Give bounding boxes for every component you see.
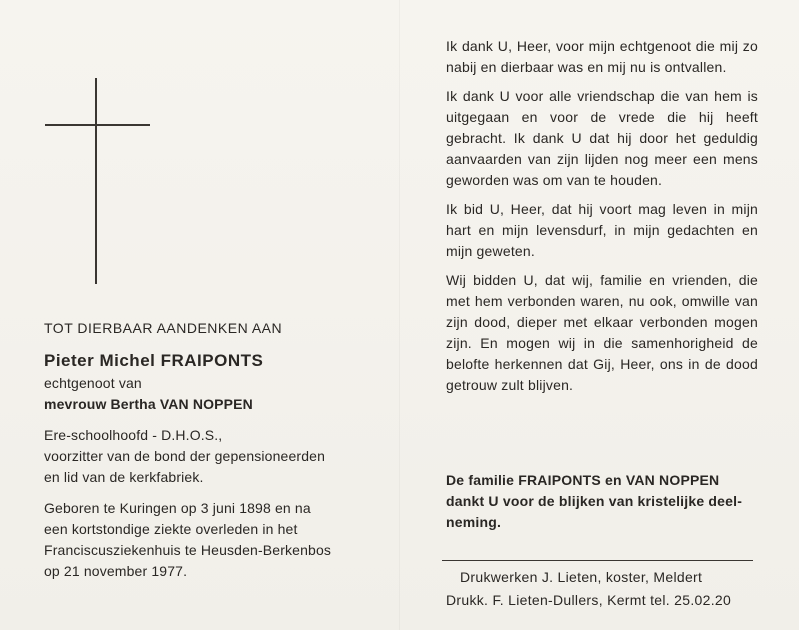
- left-panel: [44, 318, 384, 582]
- prayer-paragraph: Wij bidden U, dat wij, familie en vrienden, die met hem verbonden waren, nu ook, omwille van zijn dood, dieper met elkaar verbonden mogen zijn. En mogen wij in die samenhorigheid de belofte herkennen dat Gij, Heer, ons in de dood getrouw zult blijven.: [446, 272, 758, 393]
- prayer-text: [446, 36, 758, 396]
- spouse-name: mevrouw Bertha VAN NOPPEN: [44, 396, 253, 412]
- prayer-paragraph: Ik bid U, Heer, dat hij voort mag leven in mijn hart en mijn levensdurf, in mijn gedachten en mijn geweten.: [446, 201, 758, 259]
- deceased-name: Pieter Michel FRAIPONTS: [44, 351, 264, 370]
- prayer-paragraph: Ik dank U voor alle vriendschap die van hem is uitgegaan en voor de vrede die hij heeft gebracht. Ik dank U dat hij door het geduldig aanvaarden van zijn lijden nog meer een mens geworden was om van te houden.: [446, 88, 758, 188]
- divider: [442, 560, 753, 561]
- cross-vertical-bar: [95, 78, 97, 284]
- prayer-paragraph: Ik dank U, Heer, voor mijn echtgenoot die mij zo nabij en dierbaar was en mij nu is ontvallen.: [446, 38, 758, 75]
- bio-line: een kortstondige ziekte overleden in het: [44, 521, 298, 537]
- bio-line: Franciscusziekenhuis te Heusden-Berkenbos: [44, 542, 332, 558]
- spouse-prefix: echtgenoot van: [44, 375, 142, 391]
- cross-horizontal-bar: [45, 124, 150, 126]
- bio-line: op 21 november 1977.: [44, 563, 188, 579]
- role-line: voorzitter van de bond der gepensioneerden: [44, 448, 326, 464]
- bio-line: Geboren te Kuringen op 3 juni 1898 en na: [44, 500, 311, 516]
- memorial-heading: TOT DIERBAAR AANDENKEN AAN: [44, 320, 283, 336]
- family-thanks: [446, 470, 758, 533]
- printer-credits: [446, 566, 758, 612]
- family-line: neming.: [446, 514, 502, 530]
- role-line: Ere-schoolhoofd - D.H.O.S.,: [44, 427, 223, 443]
- printer-line: Drukwerken J. Lieten, koster, Meldert: [460, 569, 703, 585]
- role-line: en lid van de kerkfabriek.: [44, 469, 204, 485]
- printer-line: Drukk. F. Lieten-Dullers, Kermt tel. 25.02.20: [446, 592, 732, 608]
- family-line: De familie FRAIPONTS en VAN NOPPEN: [446, 472, 720, 488]
- family-line: dankt U voor de blijken van kristelijke deel-: [446, 493, 743, 509]
- card-fold: [399, 0, 400, 630]
